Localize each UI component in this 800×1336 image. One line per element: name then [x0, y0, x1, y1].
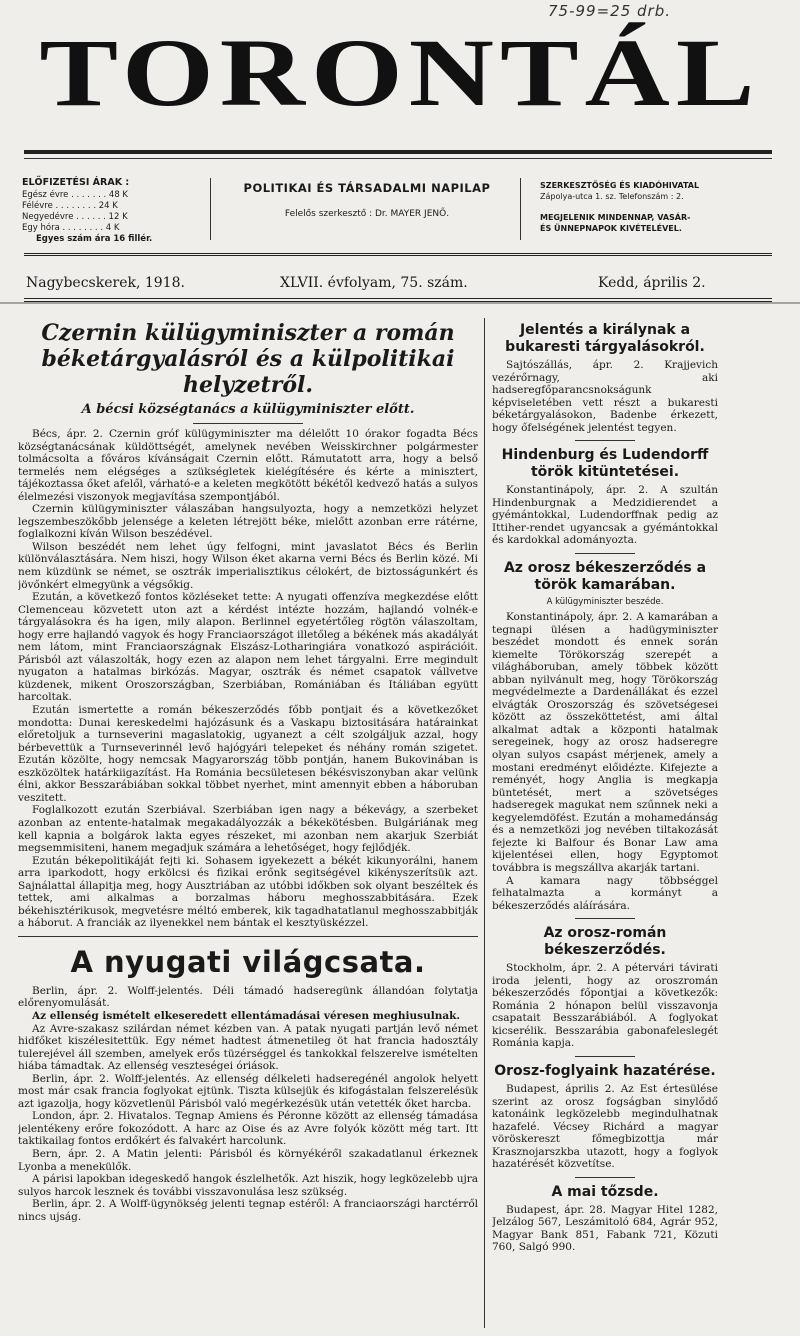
office-line: Zápolya-utca 1. sz. Telefonszám : 2. [540, 192, 684, 201]
news-headline: A mai tőzsde. [551, 1183, 659, 1200]
article-paragraph: Ezután ismertette a román békeszerződés főbb pontjait és a következőket mondotta: Dunai kereskedelmi hajózásunk és a Vaskapu biztositására határainkat előretoljuk a turnseverini magaslatokig, ugyanezt a célt szolgáljuk azzal, hogy bérbevettük a Turnseverinnél levő hajógyári telepeket és néhány román szigetet. Ezután közölte, hogy nemcsak Magyarország több pontján, hanem Bukovinában is eszközöltek határkiigazítást. Ha Románia becsületesen békésviszonyban akar velünk élni, akkor Besszarábiában sokkal többet nyerhet, mint amennyit ebben a háboruban veszitett. [18, 704, 478, 804]
war-paragraph: Az Avre-szakasz szilárdan német kézben van. A patak nyugati partján levő német hidfőket kiszélesitettük. Egy német hadtest átmenetileg öt hat francia hadosztály tulerejével áll szemben, amelyek erős tüzérséggel és tankokkal felszerelve ismételten hiába támadtak. Az ellenség veszteségei óriások. [18, 1022, 478, 1073]
handwritten-note: 75-99=25 drb. [548, 2, 671, 20]
masthead-rule-thin [24, 158, 772, 159]
news-block [492, 1063, 718, 1178]
news-headline: Jelentés a királynak a bukaresti tárgyalásokról. [505, 322, 705, 355]
editor-line: Felelős szerkesztő : Dr. MAYER JENŐ. [284, 209, 450, 219]
news-paragraph: Sajtószállás, ápr. 2. Krajjevich vezérőrnagy, aki hadseregfőparancsnokságunk képviseletében vett részt a bukaresti béketárgyalásokon, Badenbe érkezett, hogy őfelségének jelentést tegyen. [492, 359, 718, 434]
article-paragraph: Bécs, ápr. 2. Czernin gróf külügyminiszter ma délelőtt 10 órakor fogadta Bécs községtanácsának küldöttségét, amelynek nevében Weisskirchner polgármester tolmácsolta a főváros kívánságait Czernin előtt. Rámutatott arra, hogy a belső termelés nem elégséges a szükségletek kielégítésére és kérte a minisztert, tájékoztassa őket afelől, várható-e a keleten megkötött békétől kedvező hatás a sulyos élelmezési viszonyok megjavítása szempontjából. [18, 428, 478, 503]
war-paragraph: A párisi lapokban idegeskedő hangok észlelhetők. Azt hiszik, hogy legközelebb ujra sulyos harcok lesznek és további visszavonulása lesz szükség. [18, 1173, 478, 1198]
war-paragraph: London, ápr. 2. Hivatalos. Tegnap Amiens és Péronne között az ellenség támadása jelentékeny erőre fokozódott. A harc az Oise és az Avre folyók között még tart. Itt taktikailag fontos erdőkért és falvakért harcolunk. [18, 1110, 478, 1148]
news-block [492, 1184, 718, 1254]
masthead-title: TORONTÁL [39, 18, 761, 127]
news-paragraph: A kamara nagy többséggel felhatalmazta a kormányt a békeszerződés aláírására. [492, 874, 718, 912]
subscription-line: Egész évre . . . . . . . 48 K [22, 190, 129, 200]
section-rule [18, 936, 478, 937]
news-paragraph: Konstantinápoly, ápr. 2. A szultán Hindenburgnak a Medzidierendet a gyémántokkal, Ludendorffnak pedig az Ittiher-rendet ugyancsak a gyémántokkal és kardokkal adományozta. [492, 484, 718, 547]
masthead-rule [24, 150, 772, 154]
short-rule [575, 553, 635, 554]
subscription-title: ELŐFIZETÉSI ÁRAK : [22, 177, 130, 188]
news-block [492, 560, 718, 919]
office-line: ÉS ÜNNEPNAPOK KIVÉTELÉVEL. [540, 224, 682, 233]
office-line: SZERKESZTŐSÉG ÉS KIADÓHIVATAL [540, 181, 700, 190]
war-paragraph: Berlin, ápr. 2. Wolff-jelentés. Az ellenség délkeleti hadseregénél angolok helyett most már csak francia foglyokat ejtünk. Tiszta külsejük és kifogástalan felszerelésük azt igazolja, hogy közvetlenül Párisból való megérkezésük után vetették őket harcba. [18, 1072, 478, 1110]
left-column [18, 320, 478, 1336]
column-divider [484, 318, 485, 1328]
right-column [492, 322, 718, 1336]
war-paragraph: Berlin, ápr. 2. Wolff-jelentés. Déli támadó hadseregünk állandóan folytatja előrenyomulását. [18, 984, 478, 1010]
subscription-line: Egy hóra . . . . . . . . 4 K [22, 223, 120, 233]
article-paragraph: Wilson beszédét nem lehet úgy felfogni, mint javaslatot Bécs és Berlin különválasztására. Nem hiszi, hogy Wilson éket akarna verni Bécs és Berlin közé. Mi nem küzdünk se német, se osztrák imperialisztikus célokért, de biztosságunkért és jövőnkért elmegyünk a végsőkig. [18, 540, 478, 591]
war-paragraph: Az ellenség ismételt elkeseredett ellentámadásai véresen meghiusulnak. [32, 1009, 461, 1022]
office-info [540, 180, 780, 234]
news-paragraph: Stockholm, ápr. 2. A pétervári távirati iroda jelenti, hogy az oroszromán békeszerződés főpontjai a következők: Románia 2 hónapon belül visszavonja csapatait Besszarábiából. A foglyokat kicserélik. Besszarábia gabonafeleslegét Románia kapja. [492, 962, 718, 1050]
divider [210, 178, 211, 240]
news-subhead: A külügyminiszter beszéde. [546, 597, 664, 608]
news-paragraph: Budapest, ápr. 28. Magyar Hitel 1282, Jelzálog 567, Leszámitoló 684, Agrár 952, Magyar Bank 851, Fabank 721, Közuti 760, Salgó 990. [492, 1203, 718, 1254]
short-rule [193, 423, 303, 424]
news-paragraph: Konstantinápoly, ápr. 2. A kamarában a tegnapi ülésen a hadügyminiszter beszédet mondott és ennek során kiemelte Törökország szerepét a világháboruban, amely többek között abban nyilvánult meg, hogy Törökország megvédelmezte a Dardenállákat és ezzel elvágták Oroszország és szövetségesei között az összeköttetést, ami által alkalmat adtak a központi hatalmak seregeinek, hogy az orosz hadseregre olyan sulyos csapást mérjenek, amely a mostani eredményt előidézte. Kifejezte a reményét, hogy Anglia is megkapja büntetését, mert a szövetséges hadseregek magukat nem szűnnek neki a kegyelemdöfést. Ezután a mohamedánság és a nemzetközi jog nevében tiltakozását fejezte ki Balfour és Bonar Law ama kijelentései ellen, hogy Egyptomot továbbra is megszállva akarják tartani. [492, 611, 718, 874]
news-block [492, 925, 718, 1057]
subscription-line: Egyes szám ára 16 fillér. [36, 234, 153, 244]
article-paragraph: Ezután, a következő fontos közléseket tette: A nyugati offenzíva megkezdése előtt Clemenceau közvetett uton azt a kérdést intézte hozzám, hajlandó volnék-e tárgyalásokra és ha igen, mily alapon. Berlinnel egyetértőleg rögtön válaszoltam, hogy erre hajlandó vagyok és hogy Franciaországot illetőleg a békének más akadályát nem látom, mint Franciaországnak Elszász-Lotharingiára vonatkozó aspirációit. Párisból azt válaszolták, hogy ezen az alapon nem lehet tárgyalni. Erre megindult nyugaton a hatalmas birkózás. Magyar, osztrák és német csapatok vállvetve küzdenek, mikent Oroszországban, Szerbiában, Romániában és Itáliában együtt harcoltak. [18, 591, 478, 704]
subscription-box [22, 177, 202, 245]
article-paragraph: Czernin külügyminiszter válaszában hangsulyozta, hogy a nemzetközi helyzet legszembeszökőbb jelensége a keleten létrejött béke, mielőtt azonban erre rátérne, foglalkozni kíván Wilson beszédével. [18, 503, 478, 541]
war-paragraph: Bern, ápr. 2. A Matin jelenti: Párisból és környékéről szakadatlanul érkeznek Lyonba a menekülők. [18, 1147, 478, 1173]
article-paragraph: Foglalkozott ezután Szerbiával. Szerbiában igen nagy a békevágy, a szerbeket azonban az entente-hatalmak megakadályozzák a békekötésben. Bulgáriának meg kell kapnia a bolgárok lakta egyes részeket, mi azonban nem akarjuk Szerbiát megsemmisiteni, hanem megadjuk számára a lehetőséget, hogy fejlődjék. [18, 804, 478, 855]
subscription-line: Negyedévre . . . . . . 12 K [22, 212, 128, 222]
office-line: MEGJELENIK MINDENNAP, VASÁR- [540, 213, 691, 222]
short-rule [575, 1056, 635, 1057]
dateline-volume: XLVII. évfolyam, 75. szám. [280, 275, 468, 291]
dateline-date: Kedd, április 2. [598, 275, 706, 291]
paper-type: POLITIKAI ÉS TÁRSADALMI NAPILAP [243, 181, 491, 195]
short-rule [575, 1177, 635, 1178]
war-paragraph: Berlin, ápr. 2. A Wolff-ügynökség jelenti tegnap estéről: A franciaországi harctérről nincs ujság. [18, 1198, 478, 1223]
divider [520, 178, 521, 240]
dateline-place: Nagybecskerek, 1918. [26, 275, 185, 291]
scan-stripe [0, 302, 800, 304]
news-headline: Hindenburg és Ludendorff török kitüntetései. [501, 447, 709, 481]
czernin-headline: Czernin külügyminiszter a román béketárgyalásról és a külpolitikai helyzetről. [41, 320, 455, 398]
czernin-subhead: A bécsi községtanács a külügyminiszter előtt. [81, 402, 415, 417]
news-headline: Orosz-foglyaink hazatérése. [494, 1062, 716, 1079]
short-rule [575, 440, 635, 441]
news-headline: Az orosz-román békeszerződés. [543, 925, 667, 959]
news-headline: Az orosz békeszerződés a török kamarában. [503, 560, 707, 594]
subscription-line: Félévre . . . . . . . . 24 K [22, 201, 118, 211]
paper-info [222, 183, 512, 220]
news-paragraph: Budapest, április 2. Az Est értesülése szerint az orosz fogságban sinylődő katonáink legközelebb megindulhatnak hazafelé. Vécsey Richárd a magyar vöröskereszt főmegbizottja már Krasznojarszkba utazott, hogy a foglyok hazatérését közvetítse. [492, 1082, 718, 1171]
news-block [492, 447, 718, 554]
war-headline: A nyugati világcsata. [70, 944, 426, 979]
news-block [492, 322, 718, 441]
article-paragraph: Ezután békepolitikáját fejti ki. Sohasem igyekezett a békét kikunyorálni, hanem arra iparkodott, hogy erkölcsi és fizikai erőnk segitségével kikényszerítsük azt. Sajnálattal állapitja meg, hogy Ausztriában az utóbbi időkben sok olyant beszéltek és tettek, ami alkalmas a borzalmas háboru meghosszabbitására. Ezek békehisztérikusok, megvetésre méltó emberek, kik tagadhatatlanul meghosszabbitják a háborut. A franciák az ilyenekkel nem bántak el kesztyüskézzel. [18, 854, 478, 930]
short-rule [575, 918, 635, 919]
header-rule [24, 253, 772, 256]
